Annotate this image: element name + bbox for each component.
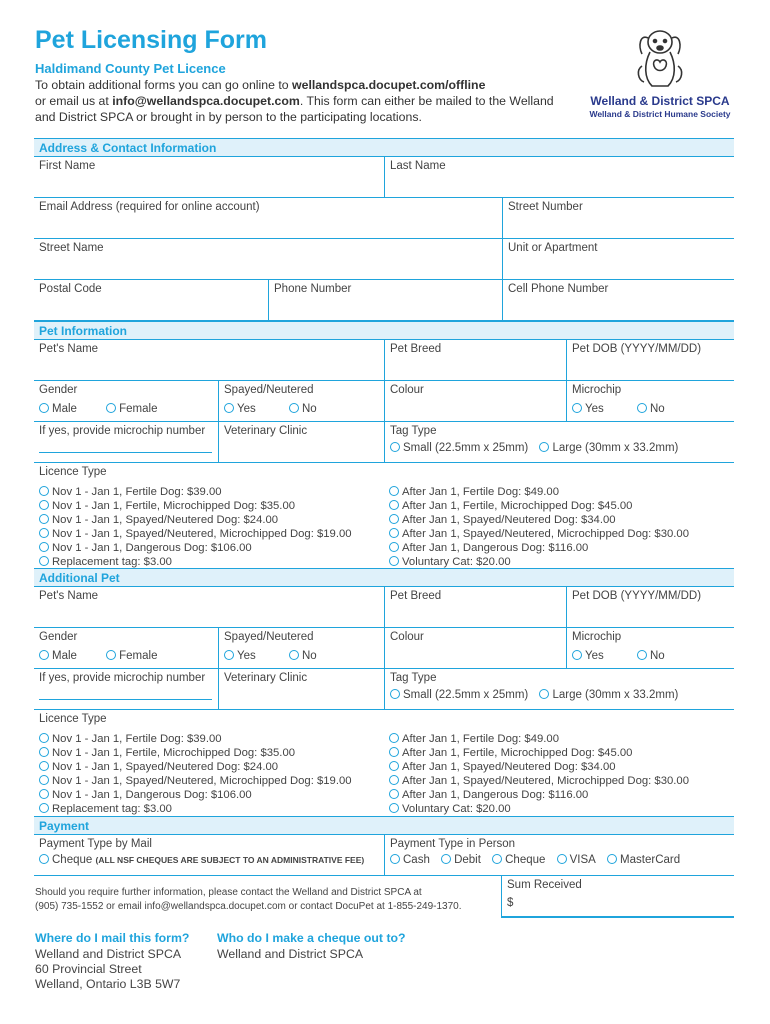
pet-name-field[interactable]: Pet's Name — [39, 343, 99, 355]
intro-text: To obtain additional forms you can go online to wellandspca.docupet.com/offline or email us at info@wellandspca.docupet.com. This form can either be mailed to the Welland and District SPCA or brought in by person to the participating locations. — [35, 78, 554, 124]
pet2-microchip-yes-radio[interactable]: Yes — [572, 650, 604, 662]
row-pet2-name — [34, 587, 734, 628]
row-street — [34, 239, 734, 280]
gender-male-radio[interactable]: Male — [39, 403, 77, 415]
row-pet-name — [34, 340, 734, 381]
payment-person-field: Payment Type in Person Cash Debit Cheque VISA MasterCard — [384, 835, 734, 875]
microchip-no-radio[interactable]: No — [637, 403, 665, 415]
street-name-field[interactable]: Street Name — [39, 242, 104, 254]
email-field[interactable]: Email Address (required for online account) — [39, 201, 260, 213]
spca-logo — [580, 26, 740, 126]
spayed-field: Spayed/Neutered Yes No — [218, 381, 384, 421]
spayed-no-radio[interactable]: No — [289, 403, 317, 415]
licence-type-label: Licence Type — [39, 466, 107, 478]
pet-dob-field[interactable]: Pet DOB (YYYY/MM/DD) — [566, 340, 734, 380]
org-subname: Welland & District Humane Society — [589, 109, 731, 119]
row-email — [34, 198, 734, 239]
licence-option[interactable]: After Jan 1, Fertile Dog: $49.00 — [389, 732, 689, 746]
licence-option[interactable]: Nov 1 - Jan 1, Spayed/Neutered Dog: $24.00 — [39, 513, 352, 527]
unit-field[interactable]: Unit or Apartment — [502, 239, 734, 279]
pet2-licence-options-right — [389, 732, 689, 816]
payment-visa-radio[interactable]: VISA — [557, 854, 596, 866]
email-link[interactable]: info@wellandspca.docupet.com — [112, 94, 300, 108]
pet2-licence-type-block — [34, 710, 734, 815]
payment-cheque2-radio[interactable]: Cheque — [492, 854, 545, 866]
pet2-gender-male-radio[interactable]: Male — [39, 650, 77, 662]
licence-option[interactable]: Nov 1 - Jan 1, Spayed/Neutered, Microchipped Dog: $19.00 — [39, 774, 352, 788]
tag-small-radio[interactable]: Small (22.5mm x 25mm) — [390, 442, 528, 454]
licence-option[interactable]: Voluntary Cat: $20.00 — [389, 802, 689, 816]
licence-option[interactable]: After Jan 1, Fertile Dog: $49.00 — [389, 485, 689, 499]
pet2-gender-field: Gender Male Female — [39, 631, 158, 662]
page-subtitle: Haldimand County Pet Licence — [35, 61, 226, 76]
microchip-yes-radio[interactable]: Yes — [572, 403, 604, 415]
licence-option[interactable]: Nov 1 - Jan 1, Fertile, Microchipped Dog: $35.00 — [39, 499, 352, 513]
cheque-info: Who do I make a cheque out to? Welland and District SPCA — [217, 931, 406, 961]
licence-type-block — [34, 463, 734, 568]
pet2-spayed-no-radio[interactable]: No — [289, 650, 317, 662]
mailing-info: Where do I mail this form? Welland and District SPCA 60 Provincial Street Welland, Ontario L3B 5W7 — [35, 931, 190, 991]
gender-field: Gender Male Female — [39, 384, 158, 415]
licence-options-right — [389, 485, 689, 569]
microchip-number-field[interactable]: If yes, provide microchip number — [34, 422, 218, 462]
pet2-tag-small-radio[interactable]: Small (22.5mm x 25mm) — [390, 689, 528, 701]
licence-option[interactable]: After Jan 1, Dangerous Dog: $116.00 — [389, 541, 689, 555]
row-pet-attrs — [34, 381, 734, 422]
pet2-spayed-yes-radio[interactable]: Yes — [224, 650, 256, 662]
tag-type-field: Tag Type Small (22.5mm x 25mm) Large (30mm x 33.2mm) — [384, 422, 734, 462]
licence-option[interactable]: Nov 1 - Jan 1, Fertile, Microchipped Dog: $35.00 — [39, 746, 352, 760]
pet2-microchip-no-radio[interactable]: No — [637, 650, 665, 662]
org-name: Welland & District SPCA — [590, 94, 730, 108]
pet2-microchip-number-field[interactable]: If yes, provide microchip number — [34, 669, 218, 709]
microchip-field: Microchip Yes No — [566, 381, 734, 421]
pet2-tag-type-field: Tag Type Small (22.5mm x 25mm) Large (30mm x 33.2mm) — [384, 669, 734, 709]
section-address: Address & Contact Information — [34, 138, 734, 157]
licence-options-left — [39, 485, 352, 569]
licence-option[interactable]: Nov 1 - Jan 1, Fertile Dog: $39.00 — [39, 732, 352, 746]
last-name-field[interactable]: Last Name — [384, 157, 734, 197]
spayed-yes-radio[interactable]: Yes — [224, 403, 256, 415]
pet2-name-field[interactable]: Pet's Name — [39, 590, 99, 602]
pet2-licence-options-left — [39, 732, 352, 816]
section-additional-pet: Additional Pet — [34, 568, 734, 587]
row-phone — [34, 280, 734, 321]
pet2-microchip-field: Microchip Yes No — [566, 628, 734, 668]
phone-field[interactable]: Phone Number — [268, 280, 502, 320]
licence-option[interactable]: Nov 1 - Jan 1, Dangerous Dog: $106.00 — [39, 541, 352, 555]
licence-option[interactable]: After Jan 1, Spayed/Neutered Dog: $34.00 — [389, 760, 689, 774]
payment-cash-radio[interactable]: Cash — [390, 854, 430, 866]
mail-question: Where do I mail this form? — [35, 931, 190, 945]
licence-option[interactable]: Nov 1 - Jan 1, Spayed/Neutered, Microchipped Dog: $19.00 — [39, 527, 352, 541]
row-chip-tag — [34, 422, 734, 463]
cheque-question: Who do I make a cheque out to? — [217, 931, 406, 945]
vet-clinic-field[interactable]: Veterinary Clinic — [218, 422, 384, 462]
licence-option[interactable]: After Jan 1, Spayed/Neutered, Microchipped Dog: $30.00 — [389, 774, 689, 788]
page-title: Pet Licensing Form — [35, 26, 267, 54]
section-pet-info: Pet Information — [34, 321, 734, 340]
payment-mail-field: Payment Type by Mail Cheque (ALL NSF CHEQUES ARE SUBJECT TO AN ADMINISTRATIVE FEE) — [39, 838, 365, 866]
online-link[interactable]: wellandspca.docupet.com/offline — [292, 78, 486, 92]
pet2-dob-field[interactable]: Pet DOB (YYYY/MM/DD) — [566, 587, 734, 627]
row-pet2-chip-tag — [34, 669, 734, 710]
contact-note: Should you require further information, please contact the Welland and District SPCA at (905) 735-1552 or email info@wellandspca.docupet.com or contact DocuPet at 1-855-249-1370. — [35, 887, 462, 912]
first-name-field[interactable]: First Name — [39, 160, 96, 172]
street-number-field[interactable]: Street Number — [502, 198, 734, 238]
licence-option[interactable]: After Jan 1, Fertile, Microchipped Dog: $45.00 — [389, 499, 689, 513]
pet2-licence-type-label: Licence Type — [39, 713, 107, 725]
sum-received-field[interactable]: Sum Received $ — [501, 876, 734, 918]
payment-mastercard-radio[interactable]: MasterCard — [607, 854, 680, 866]
licence-option[interactable]: Nov 1 - Jan 1, Dangerous Dog: $106.00 — [39, 788, 352, 802]
row-payment — [34, 835, 734, 876]
postal-code-field[interactable]: Postal Code — [39, 283, 102, 295]
dog-cat-icon — [630, 26, 690, 90]
licence-option[interactable]: After Jan 1, Dangerous Dog: $116.00 — [389, 788, 689, 802]
pet-breed-field[interactable]: Pet Breed — [384, 340, 566, 380]
row-pet2-attrs — [34, 628, 734, 669]
pet2-tag-large-radio[interactable]: Large (30mm x 33.2mm) — [539, 689, 678, 701]
cell-phone-field[interactable]: Cell Phone Number — [502, 280, 734, 320]
pet2-colour-field[interactable]: Colour — [384, 628, 566, 668]
pet2-gender-female-radio[interactable]: Female — [106, 650, 157, 662]
licence-option[interactable]: After Jan 1, Fertile, Microchipped Dog: $45.00 — [389, 746, 689, 760]
licence-option[interactable]: Replacement tag: $3.00 — [39, 802, 352, 816]
tag-large-radio[interactable]: Large (30mm x 33.2mm) — [539, 442, 678, 454]
licence-option[interactable]: Voluntary Cat: $20.00 — [389, 555, 689, 569]
payment-cheque-radio[interactable]: Cheque (ALL NSF CHEQUES ARE SUBJECT TO AN ADMINISTRATIVE FEE) — [39, 854, 364, 866]
pet2-vet-clinic-field[interactable]: Veterinary Clinic — [218, 669, 384, 709]
licence-option[interactable]: Replacement tag: $3.00 — [39, 555, 352, 569]
pet2-spayed-field: Spayed/Neutered Yes No — [218, 628, 384, 668]
payment-debit-radio[interactable]: Debit — [441, 854, 481, 866]
licence-option[interactable]: Nov 1 - Jan 1, Fertile Dog: $39.00 — [39, 485, 352, 499]
licence-option[interactable]: After Jan 1, Spayed/Neutered, Microchipped Dog: $30.00 — [389, 527, 689, 541]
licence-option[interactable]: Nov 1 - Jan 1, Spayed/Neutered Dog: $24.00 — [39, 760, 352, 774]
row-names — [34, 157, 734, 198]
pet2-breed-field[interactable]: Pet Breed — [384, 587, 566, 627]
colour-field[interactable]: Colour — [384, 381, 566, 421]
section-payment: Payment — [34, 816, 734, 835]
licence-option[interactable]: After Jan 1, Spayed/Neutered Dog: $34.00 — [389, 513, 689, 527]
gender-female-radio[interactable]: Female — [106, 403, 157, 415]
